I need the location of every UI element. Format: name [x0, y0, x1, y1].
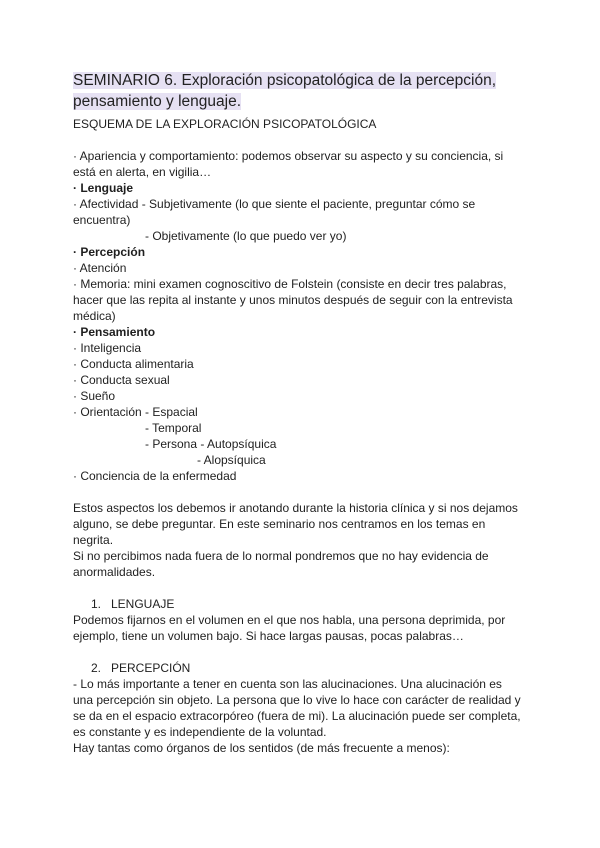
- outline-apariencia-2: está en alerta, en vigilia…: [73, 165, 212, 179]
- outline-percepcion: · Percepción: [73, 245, 146, 259]
- section-2-line-1: - Lo más importante a tener en cuenta son las alucinaciones. Una alucinación es: [73, 677, 502, 691]
- outline-orientacion: · Orientación - Espacial: [73, 405, 198, 419]
- section-2-line-2: una percepción sin objeto. La persona que lo vive lo hace con carácter de realidad y: [73, 693, 521, 707]
- outline-inteligencia: · Inteligencia: [73, 341, 142, 355]
- intro-p2-line-2: anormalidades.: [73, 565, 156, 579]
- outline-alopsiquica: - Alopsíquica: [197, 453, 266, 467]
- section-2-line-4: es constante y es independiente de la voluntad.: [73, 725, 327, 739]
- title-line-1: SEMINARIO 6. Exploración psicopatológica de la percepción,: [73, 72, 497, 89]
- outline-persona: - Persona - Autopsíquica: [145, 437, 277, 451]
- page-title: [73, 70, 533, 112]
- section-2-heading: [91, 660, 190, 676]
- outline-temporal: - Temporal: [145, 421, 202, 435]
- section-1-number: 1.: [91, 597, 102, 611]
- section-2-number: 2.: [91, 661, 102, 675]
- section-1-title: LENGUAJE: [111, 597, 175, 611]
- outline-apariencia-1: · Apariencia y comportamiento: podemos observar su aspecto y su conciencia, si: [73, 149, 504, 163]
- outline-objetivamente: - Objetivamente (lo que puedo ver yo): [145, 229, 347, 243]
- outline-atencion: · Atención: [73, 261, 127, 275]
- outline-memoria-2: hacer que las repita al instante y unos minutos después de seguir con la entrevista: [73, 293, 513, 307]
- intro-p1-line-1: Estos aspectos los debemos ir anotando durante la historia clínica y si nos dejamos: [73, 501, 518, 515]
- section-1-heading: [91, 596, 174, 612]
- outline-memoria-1: · Memoria: mini examen cognoscitivo de Folstein (consiste en decir tres palabras,: [73, 277, 507, 291]
- section-2-line-3: se da en el espacio extracorpóreo (fuera de mi). La alucinación puede ser completa,: [73, 709, 521, 723]
- outline-pensamiento: · Pensamiento: [73, 325, 156, 339]
- section-2-title: PERCEPCIÓN: [111, 661, 191, 675]
- section-2-line-5: Hay tantas como órganos de los sentidos (de más frecuente a menos):: [73, 741, 450, 755]
- outline-memoria-3: médica): [73, 309, 116, 323]
- outline-lenguaje: · Lenguaje: [73, 181, 134, 195]
- intro-p1-line-3: negrita.: [73, 533, 114, 547]
- section-1-line-1: Podemos fijarnos en el volumen en el que nos habla, una persona deprimida, por: [73, 613, 506, 627]
- section-1-line-2: ejemplo, tiene un volumen bajo. Si hace largas pausas, pocas palabras…: [73, 629, 464, 643]
- outline-afectividad-1: · Afectividad - Subjetivamente (lo que siente el paciente, preguntar cómo se: [73, 197, 476, 211]
- intro-p1-line-2: alguno, se debe preguntar. En este seminario nos centramos en los temas en: [73, 517, 486, 531]
- outline-conciencia: · Conciencia de la enfermedad: [73, 469, 237, 483]
- outline-afectividad-2: encuentra): [73, 213, 131, 227]
- outline-conducta-alimentaria: · Conducta alimentaria: [73, 357, 194, 371]
- subtitle: ESQUEMA DE LA EXPLORACIÓN PSICOPATOLÓGICA: [73, 117, 377, 131]
- title-line-2: pensamiento y lenguaje.: [73, 93, 242, 110]
- intro-p2-line-1: Si no percibimos nada fuera de lo normal pondremos que no hay evidencia de: [73, 549, 489, 563]
- outline-conducta-sexual: · Conducta sexual: [73, 373, 170, 387]
- outline-sueno: · Sueño: [73, 389, 116, 403]
